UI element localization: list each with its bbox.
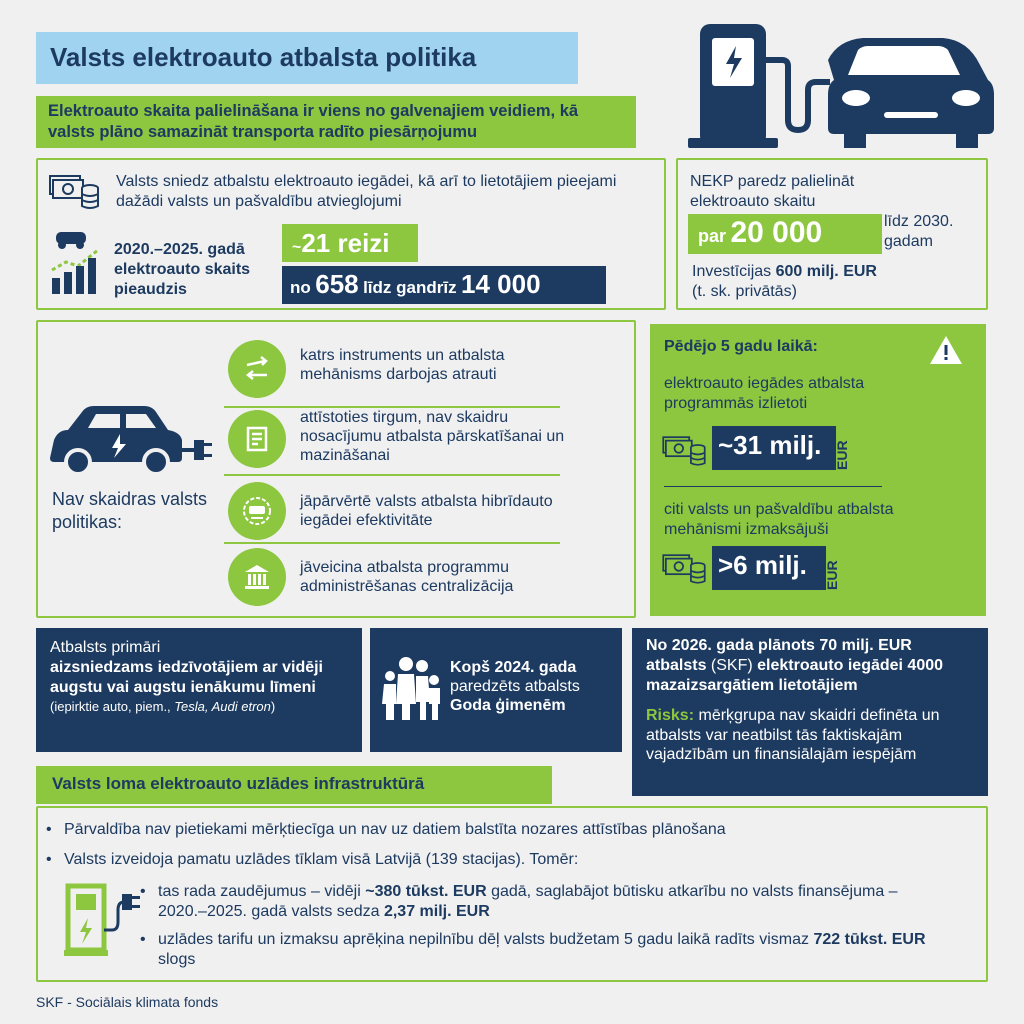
charging-station-icon xyxy=(64,882,144,958)
last-5-title: Pēdējo 5 gadu laikā: xyxy=(664,338,818,355)
growth-chart-icon xyxy=(48,232,104,296)
divider xyxy=(664,486,882,487)
page-title-box xyxy=(36,32,578,84)
nekp-par: par xyxy=(698,226,727,246)
sub1-c: gadā, saglabājot būtisku atkarību no valsts finansējuma – 2020.–2025. gadā valsts sedza xyxy=(158,883,898,920)
family-line3: Goda ģimenēm xyxy=(450,697,566,714)
growth-times-prefix: ~ xyxy=(292,239,302,256)
policy-box xyxy=(36,320,636,618)
list-item: • Valsts izveidoja pamatu uzlādes tīklam visā Latvijā (139 stacijas). Tomēr: xyxy=(46,850,976,870)
income-note-suffix: ) xyxy=(270,699,276,714)
risk-label: Risks: xyxy=(646,707,695,724)
currency-label: EUR xyxy=(824,560,840,590)
growth-times: 21 reizi xyxy=(301,228,390,258)
footnote: SKF - Sociālais klimata fonds xyxy=(36,994,219,1010)
infrastructure-heading: Valsts loma elektroauto uzlādes infrastruktūrā xyxy=(52,774,425,793)
family-icon xyxy=(376,654,446,722)
sub2-b: 722 tūkst. EUR xyxy=(813,931,926,948)
family-text xyxy=(450,658,620,715)
invest-value: 600 milj. EUR xyxy=(775,263,877,280)
family-box xyxy=(370,628,622,752)
sub1-d: 2,37 milj. EUR xyxy=(383,903,490,920)
nekp-box xyxy=(676,158,988,310)
ev-charging-car-icon xyxy=(688,20,998,150)
support-text: Valsts sniedz atbalstu elektroauto iegādei, kā arī to lietotājiem pieejami dažādi valsts un pašvaldību atvieglojumi xyxy=(116,173,617,210)
policy-item-text: jāveicina atbalsta programmu administrēšanas centralizācija xyxy=(300,559,514,595)
subtitle: Elektroauto skaita palielināšana ir viens no galvenajiem veidiem, kā valsts plāno samazināt transporta radīto piesārņojumu xyxy=(48,102,579,141)
page-title: Valsts elektroauto atbalsta politika xyxy=(50,42,477,72)
income-bold: aizsniedzams iedzīvotājiem ar vidēji augstu vai augstu ienākumu līmeni xyxy=(50,659,323,696)
sub2-c: slogs xyxy=(158,951,196,968)
policy-label: Nav skaidras valsts politikas: xyxy=(52,489,208,532)
income-note xyxy=(50,698,348,716)
family-line2: paredzēts atbalsts xyxy=(450,678,580,695)
nekp-value: 20 000 xyxy=(730,216,823,249)
infrastructure-bullets xyxy=(46,820,976,870)
money-coins-icon xyxy=(48,170,100,214)
divider xyxy=(224,542,560,544)
money-coins-icon xyxy=(660,550,708,588)
money-coins-icon xyxy=(660,432,708,470)
last-5-years-box xyxy=(650,324,986,616)
divider xyxy=(224,474,560,476)
skf-bold: No 2026. gada plānots 70 milj. EUR atbalsts xyxy=(646,637,912,674)
skf-mid: (SKF) xyxy=(710,657,753,674)
infrastructure-sub-bullets xyxy=(140,882,940,970)
arrows-icon xyxy=(228,340,286,398)
growth-mid: līdz gandrīz xyxy=(363,278,457,297)
subtitle-box xyxy=(36,96,636,148)
hybrid-car-icon xyxy=(228,482,286,540)
growth-label: 2020.–2025. gadā elektroauto skaits pieaudzis xyxy=(114,241,251,298)
skf-risk xyxy=(646,706,974,765)
income-note-prefix: (iepirktie auto, piem., xyxy=(50,699,171,714)
growth-to: 14 000 xyxy=(461,269,541,299)
growth-from-prefix: no xyxy=(290,278,311,297)
growth-range-box xyxy=(282,266,606,304)
policy-item-text: jāpārvērtē valsts atbalsta hibrīdauto iegādei efektivitāte xyxy=(300,493,553,529)
warning-icon xyxy=(928,334,964,366)
growth-from: 658 xyxy=(315,269,359,299)
sub1-a: tas rada zaudējumus – vidēji xyxy=(158,883,361,900)
sub2-a: uzlādes tarifu un izmaksu aprēķina nepilnību dēļ valsts budžetam 5 gadu laikā radīts vismaz xyxy=(158,931,810,948)
policy-item-text: katrs instruments un atbalsta mehānisms darbojas atrauti xyxy=(300,347,505,383)
infrastructure-heading-box xyxy=(36,766,552,804)
support-box xyxy=(36,158,666,310)
income-line1: Atbalsts primāri xyxy=(50,639,161,656)
last-5-item1-text: elektroauto iegādes atbalsta programmās izlietoti xyxy=(664,375,865,412)
currency-label: EUR xyxy=(834,440,850,470)
nekp-year: līdz 2030. gadam xyxy=(884,213,954,250)
risk-text: mērķgrupa nav skaidri definēta un atbalsts var neatbilst tās faktiskajām vajadzībām un finansiālajām iespējām xyxy=(646,707,940,763)
last-5-item2-text: citi valsts un pašvaldību atbalsta mehānismi izmaksājuši xyxy=(664,501,894,538)
income-note-brands: Tesla, Audi etron xyxy=(174,699,271,714)
institution-icon xyxy=(228,548,286,606)
income-level-box xyxy=(36,628,362,752)
invest-prefix: Investīcijas xyxy=(692,263,772,280)
policy-item-text: attīstoties tirgum, nav skaidru nosacījumu atbalsta pārskatīšanai un mazināšanai xyxy=(300,409,565,464)
skf-text xyxy=(646,636,974,696)
document-icon xyxy=(228,410,286,468)
skf-box xyxy=(632,628,988,796)
list-item: • Pārvaldība nav pietiekami mērķtiecīga un nav uz datiem balstīta nozares attīstības plānošana xyxy=(46,820,976,840)
nekp-text: NEKP paredz palielināt elektroauto skaitu xyxy=(690,173,855,210)
family-line1: Kopš 2024. gada xyxy=(450,659,577,676)
skf-bold2: elektroauto iegādei 4000 mazaizsargātiem lietotājiem xyxy=(646,657,944,694)
nekp-value-box xyxy=(688,214,882,254)
last-5-item2-value: >6 milj. xyxy=(712,546,826,590)
last-5-item1-value: ~31 milj. xyxy=(712,426,836,470)
list-item xyxy=(140,882,940,922)
sub1-b: ~380 tūkst. EUR xyxy=(365,883,487,900)
nekp-investment xyxy=(692,262,982,302)
list-item xyxy=(140,930,940,970)
growth-times-box xyxy=(282,224,418,262)
electric-car-plug-icon xyxy=(48,400,214,480)
invest-note: (t. sk. privātās) xyxy=(692,283,797,300)
